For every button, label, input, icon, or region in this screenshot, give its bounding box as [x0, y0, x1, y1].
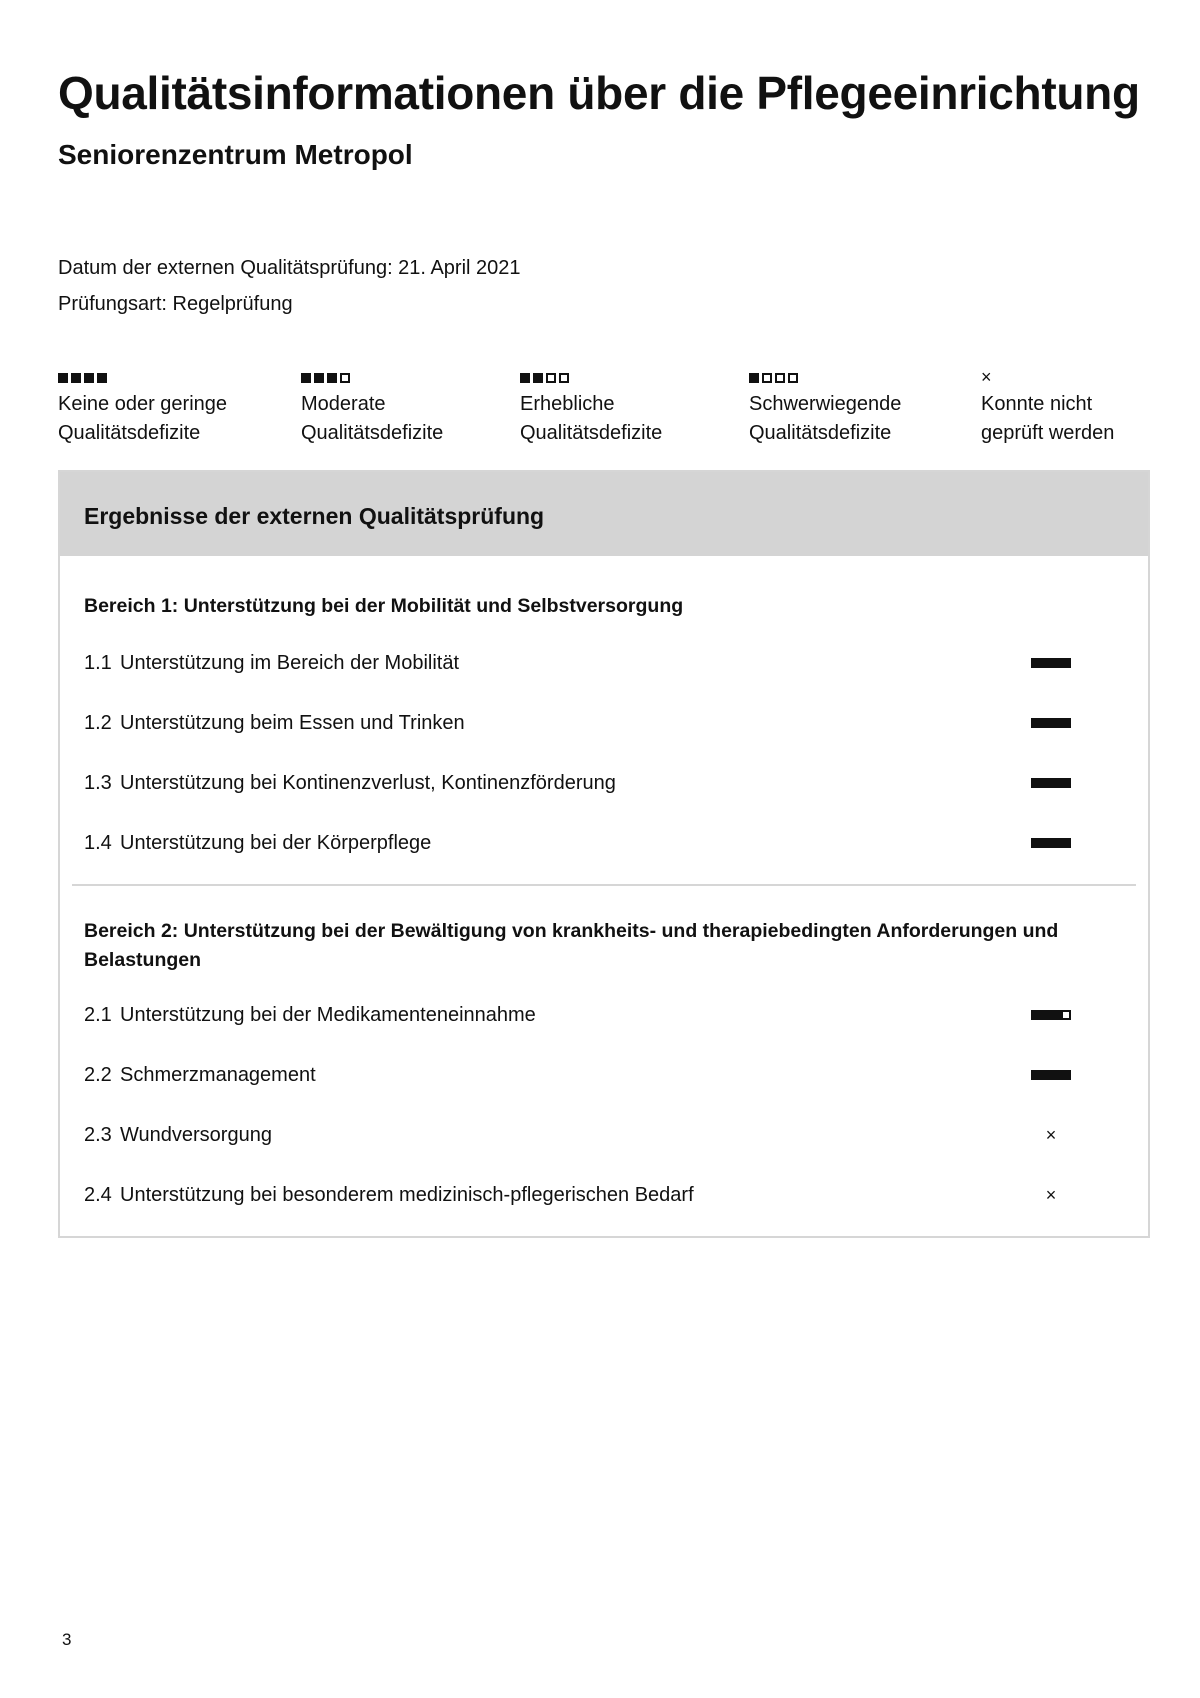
filled-square-icon: [1051, 838, 1061, 848]
filled-square-icon: [314, 373, 324, 383]
legend-label: [58, 390, 258, 448]
section-title: Bereich 2: Unterstützung bei der Bewältigung von krankheits- und therapiebedingten Anforderungen und Belastungen: [84, 920, 1059, 971]
filled-square-icon: [520, 373, 530, 383]
filled-square-icon: [84, 373, 94, 383]
result-number: 2.2: [84, 1064, 112, 1086]
empty-square-icon: [546, 373, 556, 383]
legend-label-line: Qualitätsdefizite: [58, 422, 201, 444]
filled-square-icon: [1051, 778, 1061, 788]
filled-square-icon: [1041, 778, 1051, 788]
result-row: [84, 1060, 1124, 1090]
result-label: Unterstützung bei Kontinenzverlust, Kontinenzförderung: [120, 772, 616, 794]
filled-square-icon: [1051, 1070, 1061, 1080]
legend-label-line: Qualitätsdefizite: [749, 422, 892, 444]
filled-square-icon: [327, 373, 337, 383]
result-row: [84, 648, 1124, 678]
result-label: Unterstützung im Bereich der Mobilität: [120, 652, 460, 674]
legend-item-not-checked: [981, 367, 1181, 448]
rating-icon: [1021, 836, 1081, 850]
result-row: [84, 1000, 1124, 1030]
result-number: 1.4: [84, 832, 112, 854]
result-row: [84, 828, 1124, 858]
filled-square-icon: [749, 373, 759, 383]
filled-square-icon: [1061, 838, 1071, 848]
cross-icon: ×: [981, 367, 992, 387]
filled-square-icon: [301, 373, 311, 383]
filled-square-icon: [1031, 838, 1041, 848]
result-row: [84, 708, 1124, 738]
legend-label-line: Konnte nicht: [981, 393, 1093, 415]
result-label: Unterstützung bei besonderem medizinisch-pflegerischen Bedarf: [120, 1184, 694, 1206]
rating-icon: [1021, 1068, 1081, 1082]
filled-square-icon: [1041, 718, 1051, 728]
filled-square-icon: [97, 373, 107, 383]
legend-label-line: Qualitätsdefizite: [520, 422, 663, 444]
filled-square-icon: [58, 373, 68, 383]
rating-icon: [58, 371, 107, 385]
empty-square-icon: [340, 373, 350, 383]
legend-item-none: [58, 370, 258, 448]
section-title: Bereich 1: Unterstützung bei der Mobilität und Selbstversorgung: [84, 595, 684, 617]
rating-icon: [1021, 776, 1081, 790]
legend-item-severe: [749, 370, 949, 448]
result-row: [84, 1120, 1124, 1150]
result-number: 1.2: [84, 712, 112, 734]
legend-label-line: Erhebliche: [520, 393, 615, 415]
result-number: 1.3: [84, 772, 112, 794]
filled-square-icon: [1041, 658, 1051, 668]
filled-square-icon: [533, 373, 543, 383]
legend-label: [981, 390, 1181, 448]
rating-icon: [301, 371, 350, 385]
empty-square-icon: [788, 373, 798, 383]
filled-square-icon: [1061, 658, 1071, 668]
page-number: 3: [62, 1630, 72, 1649]
inspection-type: Prüfungsart: Regelprüfung: [58, 293, 293, 315]
cross-icon: ×: [1045, 1185, 1057, 1205]
rating-icon: [749, 371, 798, 385]
filled-square-icon: [1061, 778, 1071, 788]
filled-square-icon: [1031, 718, 1041, 728]
filled-square-icon: [1031, 658, 1041, 668]
result-number: 2.1: [84, 1004, 112, 1026]
result-number: 2.4: [84, 1184, 112, 1206]
filled-square-icon: [1031, 1070, 1041, 1080]
result-row: [84, 1180, 1124, 1210]
filled-square-icon: [1041, 1070, 1051, 1080]
filled-square-icon: [1061, 1070, 1071, 1080]
empty-square-icon: [775, 373, 785, 383]
result-label: Unterstützung bei der Medikamenteneinnahme: [120, 1004, 536, 1026]
result-row: [84, 768, 1124, 798]
legend-label-line: Keine oder geringe: [58, 393, 228, 415]
legend-label-line: Moderate: [301, 393, 386, 415]
results-title: Ergebnisse der externen Qualitätsprüfung: [84, 503, 545, 529]
facility-name: Seniorenzentrum Metropol: [58, 139, 413, 170]
legend-label-line: Qualitätsdefizite: [301, 422, 444, 444]
results-panel: [58, 470, 1150, 1238]
legend-label: [301, 390, 501, 448]
filled-square-icon: [1051, 1010, 1061, 1020]
legend-item-considerable: [520, 370, 720, 448]
rating-icon: [1021, 1008, 1081, 1022]
rating-legend: [58, 367, 1148, 450]
result-label: Schmerzmanagement: [120, 1064, 316, 1086]
section-divider: [72, 884, 1136, 886]
result-number: 2.3: [84, 1124, 112, 1146]
filled-square-icon: [1031, 1010, 1041, 1020]
legend-label: [749, 390, 949, 448]
filled-square-icon: [1031, 778, 1041, 788]
filled-square-icon: [1051, 658, 1061, 668]
empty-square-icon: [559, 373, 569, 383]
legend-label-line: Schwerwiegende: [749, 393, 902, 415]
legend-item-moderate: [301, 370, 501, 448]
filled-square-icon: [1061, 718, 1071, 728]
rating-icon: [520, 371, 569, 385]
result-number: 1.1: [84, 652, 112, 674]
filled-square-icon: [1041, 838, 1051, 848]
result-label: Unterstützung bei der Körperpflege: [120, 832, 432, 854]
filled-square-icon: [71, 373, 81, 383]
rating-icon: [1021, 716, 1081, 730]
rating-icon: [1021, 656, 1081, 670]
results-panel-header: [60, 472, 1148, 556]
empty-square-icon: [1061, 1010, 1071, 1020]
empty-square-icon: [762, 373, 772, 383]
result-label: Unterstützung beim Essen und Trinken: [120, 712, 465, 734]
cross-icon: ×: [1045, 1125, 1057, 1145]
result-label: Wundversorgung: [120, 1124, 272, 1146]
inspection-date: Datum der externen Qualitätsprüfung: 21. April 2021: [58, 257, 521, 279]
legend-label-line: geprüft werden: [981, 422, 1115, 444]
legend-label: [520, 390, 720, 448]
filled-square-icon: [1051, 718, 1061, 728]
page-title: Qualitätsinformationen über die Pflegeeinrichtung: [58, 67, 1140, 119]
filled-square-icon: [1041, 1010, 1051, 1020]
